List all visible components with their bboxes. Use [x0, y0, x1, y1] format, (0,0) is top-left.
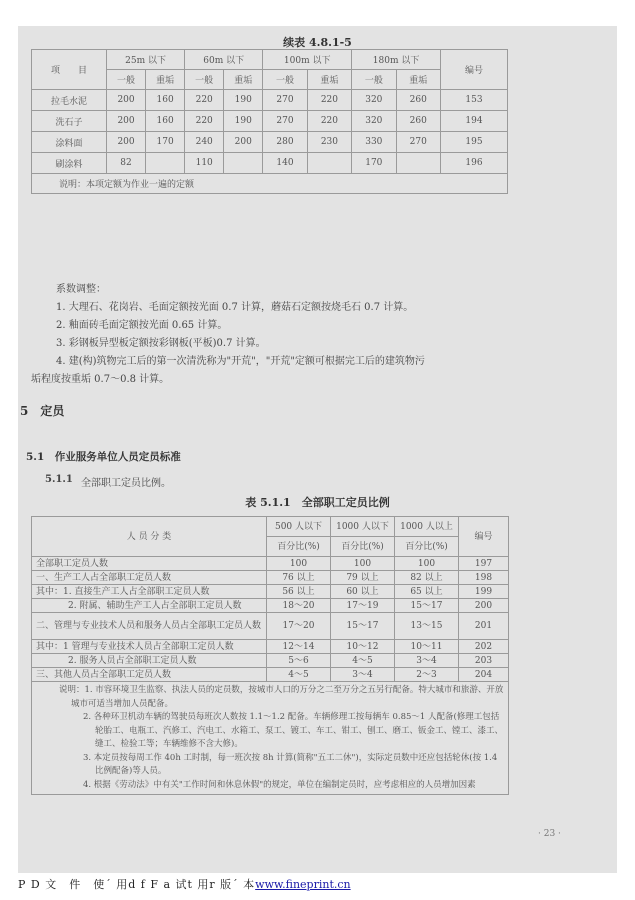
- row-label: 2. 附属、辅助生产工人占全部职工定员人数: [32, 599, 267, 613]
- note-item: 4. 根据《劳动法》中有关"工作时间和休息休假"的规定，单位在编制定员时，应考虑相应的人员增加因素: [83, 779, 476, 790]
- cell-value: 160: [146, 90, 185, 111]
- table-row: [32, 654, 509, 668]
- cell-value: 17～20: [267, 613, 331, 640]
- cell-value: 220: [185, 111, 224, 132]
- row-label: 洗石子: [32, 111, 107, 132]
- header-group: 1000 人以下: [331, 517, 395, 537]
- section-5-heading: 5 定员: [20, 404, 65, 418]
- cell-value: 5～6: [267, 654, 331, 668]
- cell-value: 10～12: [331, 640, 395, 654]
- sub-header: 一般: [263, 70, 307, 90]
- header-code: 编号: [441, 50, 508, 90]
- row-code: 194: [441, 111, 508, 132]
- page-number: · 23 ·: [538, 829, 561, 839]
- row-label: 全部职工定员人数: [32, 557, 267, 571]
- header-code: 编号: [459, 517, 509, 557]
- cell-value: 10～11: [395, 640, 459, 654]
- sub-header: 一般: [185, 70, 224, 90]
- sub-header: 重垢: [307, 70, 351, 90]
- cell-value: 15～17: [331, 613, 395, 640]
- row-code: 200: [459, 599, 509, 613]
- adjust-item-cont: 垢程度按重垢 0.7～0.8 计算。: [31, 374, 170, 385]
- table-row: [32, 599, 509, 613]
- cell-value: 13～15: [395, 613, 459, 640]
- row-code: 201: [459, 613, 509, 640]
- document-page: [18, 26, 617, 873]
- cell-value: 18～20: [267, 599, 331, 613]
- watermark-footer: [18, 876, 351, 892]
- cell-value: 170: [146, 132, 185, 153]
- cell-value: 220: [307, 111, 351, 132]
- section-5-1-heading: 5.1 作业服务单位人员定员标准: [26, 451, 181, 463]
- row-code: 197: [459, 557, 509, 571]
- cell-value: 100: [395, 557, 459, 571]
- cell-value: [307, 153, 351, 174]
- header-group: 500 人以下: [267, 517, 331, 537]
- sub-header: 重垢: [396, 70, 440, 90]
- cell-value: 200: [224, 132, 263, 153]
- row-code: 199: [459, 585, 509, 599]
- table-row: [32, 111, 508, 132]
- cell-value: 100: [331, 557, 395, 571]
- header-group: 60m 以下: [185, 50, 263, 70]
- table-notes: [32, 682, 509, 795]
- row-code: 196: [441, 153, 508, 174]
- fineprint-link[interactable]: www.fineprint.cn: [255, 878, 351, 891]
- cell-value: 3～4: [395, 654, 459, 668]
- row-label: 拉毛水泥: [32, 90, 107, 111]
- cell-value: 140: [263, 153, 307, 174]
- adjust-item: 1. 大理石、花岗岩、毛面定额按光面 0.7 计算，蘑菇石定额按烧毛石 0.7 计算。: [56, 302, 414, 313]
- table-4-8-1-5: [31, 49, 508, 194]
- note-item: 说明：1. 市容环境卫生监察、执法人员的定员数，按城市人口的万分之二至万分之五另行配备。特大城市和旅游、开放城市可适当增加人员配备。: [59, 685, 504, 709]
- table-row: [32, 153, 508, 174]
- row-label: 2. 服务人员占全部职工定员人数: [32, 654, 267, 668]
- sub-header: 重垢: [146, 70, 185, 90]
- table-row: [32, 613, 509, 640]
- adjust-item: 3. 彩钢板异型板定额按彩钢板(平板)0.7 计算。: [56, 338, 266, 349]
- adjust-item: 4. 建(构)筑物完工后的第一次清洗称为"开荒"，"开荒"定额可根据完工后的建筑物污: [56, 356, 425, 367]
- cell-value: [396, 153, 440, 174]
- cell-value: 280: [263, 132, 307, 153]
- cell-value: 320: [352, 90, 396, 111]
- cell-value: 82 以上: [395, 571, 459, 585]
- header-item: 项 目: [32, 50, 107, 90]
- row-label: 涂料面: [32, 132, 107, 153]
- footer-text: P D 文 件 使ˊ 用d f F a 试t 用r 版ˊ 本: [18, 878, 256, 891]
- cell-value: 260: [396, 111, 440, 132]
- cell-value: 110: [185, 153, 224, 174]
- table-row: [32, 571, 509, 585]
- cell-value: 160: [146, 111, 185, 132]
- cell-value: 200: [107, 132, 146, 153]
- cell-value: 270: [396, 132, 440, 153]
- note-item: 3. 本定员按每周工作 40h 工时制，每一班次按 8h 计算(简称"五工二休")，实际定员数中还应包括轮休(按 1.4 比例配备)等人员。: [83, 752, 498, 776]
- row-code: 203: [459, 654, 509, 668]
- table-row: [32, 557, 509, 571]
- adjust-heading: 系数调整：: [56, 284, 106, 295]
- sub-header: 百分比(%): [331, 537, 395, 557]
- row-code: 202: [459, 640, 509, 654]
- cell-value: 190: [224, 90, 263, 111]
- header-group: 100m 以下: [263, 50, 352, 70]
- table-note: 说明：本项定额为作业一遍的定额: [32, 174, 508, 194]
- header-group: 1000 人以上: [395, 517, 459, 537]
- cell-value: 65 以上: [395, 585, 459, 599]
- cell-value: 170: [352, 153, 396, 174]
- cell-value: 320: [352, 111, 396, 132]
- cell-value: 82: [107, 153, 146, 174]
- cell-value: 79 以上: [331, 571, 395, 585]
- adjust-item: 2. 釉面砖毛面定额按光面 0.65 计算。: [56, 320, 228, 331]
- row-label: 其中：1. 直接生产工人占全部职工定员人数: [32, 585, 267, 599]
- table-5-1-1-title: 表 5.1.1 全部职工定员比例: [245, 496, 390, 509]
- cell-value: 56 以上: [267, 585, 331, 599]
- cell-value: 3～4: [331, 668, 395, 682]
- sub-header: 百分比(%): [395, 537, 459, 557]
- cell-value: 260: [396, 90, 440, 111]
- header-class: 人 员 分 类: [32, 517, 267, 557]
- sub-header: 百分比(%): [267, 537, 331, 557]
- header-group: 25m 以下: [107, 50, 185, 70]
- cell-value: 60 以上: [331, 585, 395, 599]
- table-4-8-1-5-title: 续表 4.8.1-5: [283, 36, 352, 49]
- cell-value: 220: [307, 90, 351, 111]
- table-5-1-1: [31, 516, 509, 795]
- cell-value: 17～19: [331, 599, 395, 613]
- table-row: [32, 132, 508, 153]
- cell-value: 270: [263, 90, 307, 111]
- cell-value: 15～17: [395, 599, 459, 613]
- table-row: [32, 90, 508, 111]
- cell-value: 76 以上: [267, 571, 331, 585]
- table-row: [32, 640, 509, 654]
- row-label: 刷涂料: [32, 153, 107, 174]
- cell-value: 200: [107, 90, 146, 111]
- row-label: 其中：1 管理与专业技术人员占全部职工定员人数: [32, 640, 267, 654]
- sub-header: 重垢: [224, 70, 263, 90]
- row-label: 二、管理与专业技术人员和服务人员占全部职工定员人数: [32, 613, 267, 640]
- note-item: 2. 各种环卫机动车辆的驾驶员每班次人数按 1.1～1.2 配备。车辆修理工按每辆车 0.85～1 人配备(修理工包括轮胎工、电瓶工、汽修工、汽电工、水箱工、泵工、镀工、车工、钳工、刨工、磨工、钣金工、镗工、漆工、缝工、检验工等；车辆维修不含大修)。: [83, 712, 504, 749]
- cell-value: 2～3: [395, 668, 459, 682]
- cell-value: 200: [107, 111, 146, 132]
- row-label: 一、生产工人占全部职工定员人数: [32, 571, 267, 585]
- cell-value: 190: [224, 111, 263, 132]
- cell-value: 240: [185, 132, 224, 153]
- section-5-1-1-text: 全部职工定员比例。: [81, 478, 171, 489]
- cell-value: 270: [263, 111, 307, 132]
- header-group: 180m 以下: [352, 50, 441, 70]
- row-code: 204: [459, 668, 509, 682]
- row-code: 195: [441, 132, 508, 153]
- row-code: 153: [441, 90, 508, 111]
- sub-header: 一般: [107, 70, 146, 90]
- section-5-1-1-number: 5.1.1: [45, 474, 73, 485]
- cell-value: [224, 153, 263, 174]
- cell-value: 12～14: [267, 640, 331, 654]
- sub-header: 一般: [352, 70, 396, 90]
- cell-value: 220: [185, 90, 224, 111]
- cell-value: 230: [307, 132, 351, 153]
- table-row: [32, 668, 509, 682]
- cell-value: 100: [267, 557, 331, 571]
- cell-value: 4～5: [331, 654, 395, 668]
- cell-value: [146, 153, 185, 174]
- row-code: 198: [459, 571, 509, 585]
- cell-value: 330: [352, 132, 396, 153]
- row-label: 三、其他人员占全部职工定员人数: [32, 668, 267, 682]
- cell-value: 4～5: [267, 668, 331, 682]
- table-row: [32, 585, 509, 599]
